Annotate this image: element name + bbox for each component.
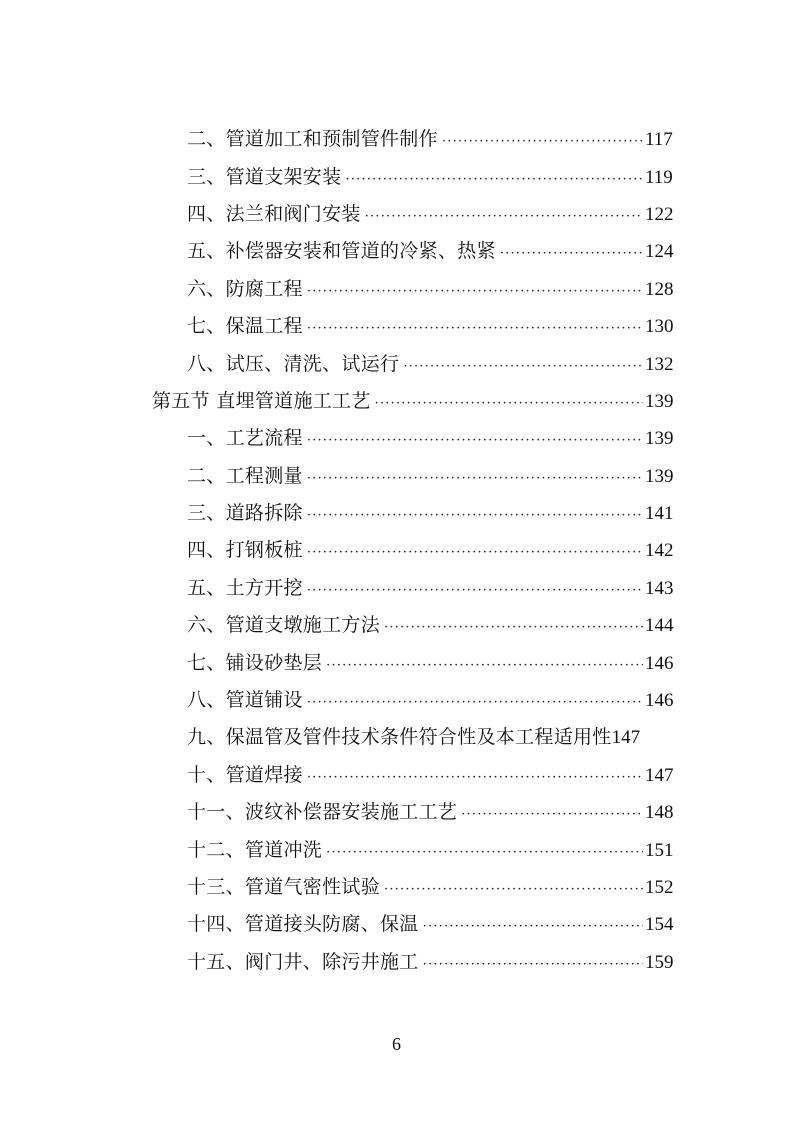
toc-entry-page-number: 128 [645,278,674,300]
toc-entry-page-number: 139 [645,465,674,487]
toc-entry-title: 第五节 直埋管道施工工艺 [152,389,371,412]
toc-entry[interactable] [0,271,793,308]
dot-leader [307,509,643,522]
dot-leader [326,846,643,859]
toc-entry[interactable] [0,570,793,607]
toc-entry[interactable] [0,158,793,195]
dot-leader [384,883,643,896]
toc-entry[interactable] [0,233,793,270]
toc-entry-page-number: 152 [645,877,674,898]
toc-entry-page-number: 148 [645,802,674,824]
dot-leader [307,584,643,597]
toc-entry-page-number: 124 [645,241,674,263]
toc-entry[interactable] [0,944,793,981]
toc-entry-page-number: 147 [611,727,641,749]
toc-entry-title: 一、工艺流程 [187,427,303,450]
dot-leader [307,472,643,485]
dot-leader [442,135,643,148]
dot-leader [345,173,643,186]
toc-entry-page-number: 143 [645,577,674,599]
toc-entry-title: 六、管道支墩施工方法 [187,614,381,637]
toc-entry-title: 七、保温工程 [187,315,303,338]
toc-entry-page-number: 130 [645,316,674,338]
dot-leader [500,247,643,260]
dot-leader [307,696,643,709]
toc-entry[interactable] [0,458,793,495]
toc-entry-title: 二、管道加工和预制管件制作 [187,128,438,151]
dot-leader [375,397,643,410]
toc-entry-title: 八、管道铺设 [187,689,303,712]
dot-leader [403,360,643,373]
toc-entry[interactable] [0,831,793,868]
toc-entry[interactable] [0,794,793,831]
toc-entry-page-number: 132 [645,353,674,375]
toc-entry-title: 八、试压、清洗、试运行 [187,352,400,375]
dot-leader [461,808,643,821]
toc-entry-title: 九、保温管及管件技术条件符合性及本工程适用性 [187,726,612,749]
toc-entry[interactable] [0,532,793,569]
toc-entry[interactable] [0,420,793,457]
toc-entry-title: 五、补偿器安装和管道的冷紧、热紧 [187,240,496,263]
toc-entry[interactable] [0,719,793,756]
toc-entry[interactable] [0,607,793,644]
toc-entry-page-number: 142 [645,540,674,562]
toc-entry-page-number: 141 [645,503,674,525]
toc-entry-page-number: 117 [645,129,673,151]
toc-entry[interactable] [0,495,793,532]
toc-entry-page-number: 154 [645,914,674,936]
toc-entry-title: 六、防腐工程 [187,277,303,300]
dot-leader [423,920,643,933]
dot-leader [384,621,643,634]
toc-entry-title: 十五、阀门井、除污井施工 [187,950,419,973]
toc-entry-title: 十三、管道气密性试验 [187,876,381,898]
toc-entry[interactable] [0,121,793,158]
dot-leader [307,285,643,298]
toc-entry-title: 十四、管道接头防腐、保温 [187,913,419,936]
toc-entry-page-number: 146 [645,652,674,674]
toc-entry-page-number: 151 [645,839,674,861]
toc-entry[interactable] [0,345,793,382]
toc-entry-title: 四、打钢板桩 [187,539,303,562]
toc-entry-page-number: 122 [645,203,674,225]
dot-leader [326,659,643,672]
toc-entry-title: 三、管道支架安装 [187,165,342,188]
toc-entry-page-number: 119 [645,166,673,188]
dot-leader [365,210,643,223]
toc-entry[interactable] [0,906,793,943]
dot-leader [423,958,643,971]
toc-entry-page-number: 146 [645,690,674,712]
toc-entry-page-number: 139 [645,390,674,412]
toc-entry[interactable] [0,196,793,233]
toc-entry-page-number: 159 [645,951,674,973]
dot-leader [307,322,643,335]
toc-entry[interactable] [0,308,793,345]
toc-entry[interactable] [0,869,793,906]
toc-section-entry[interactable] [0,383,793,420]
page-number: 6 [392,1034,401,1054]
toc-entry-title: 三、道路拆除 [187,502,303,525]
dot-leader [307,771,643,784]
toc-entry-page-number: 147 [645,764,674,786]
toc-entry-page-number: 139 [645,428,674,450]
toc-entry[interactable] [0,682,793,719]
toc-entry[interactable] [0,757,793,794]
toc-entry-page-number: 144 [645,615,674,637]
toc-entry-title: 四、法兰和阀门安装 [187,202,361,225]
toc-entry-title: 二、工程测量 [187,464,303,487]
dot-leader [307,546,643,559]
toc-entry-title: 十二、管道冲洗 [187,838,323,861]
dot-leader [307,434,643,447]
toc-entry[interactable] [0,644,793,681]
table-of-contents [0,121,793,981]
toc-entry-title: 五、土方开挖 [187,576,303,599]
toc-entry-title: 十、管道焊接 [187,763,303,786]
toc-entry-title: 十一、波纹补偿器安装施工工艺 [187,801,458,824]
toc-entry-title: 七、铺设砂垫层 [187,651,323,674]
